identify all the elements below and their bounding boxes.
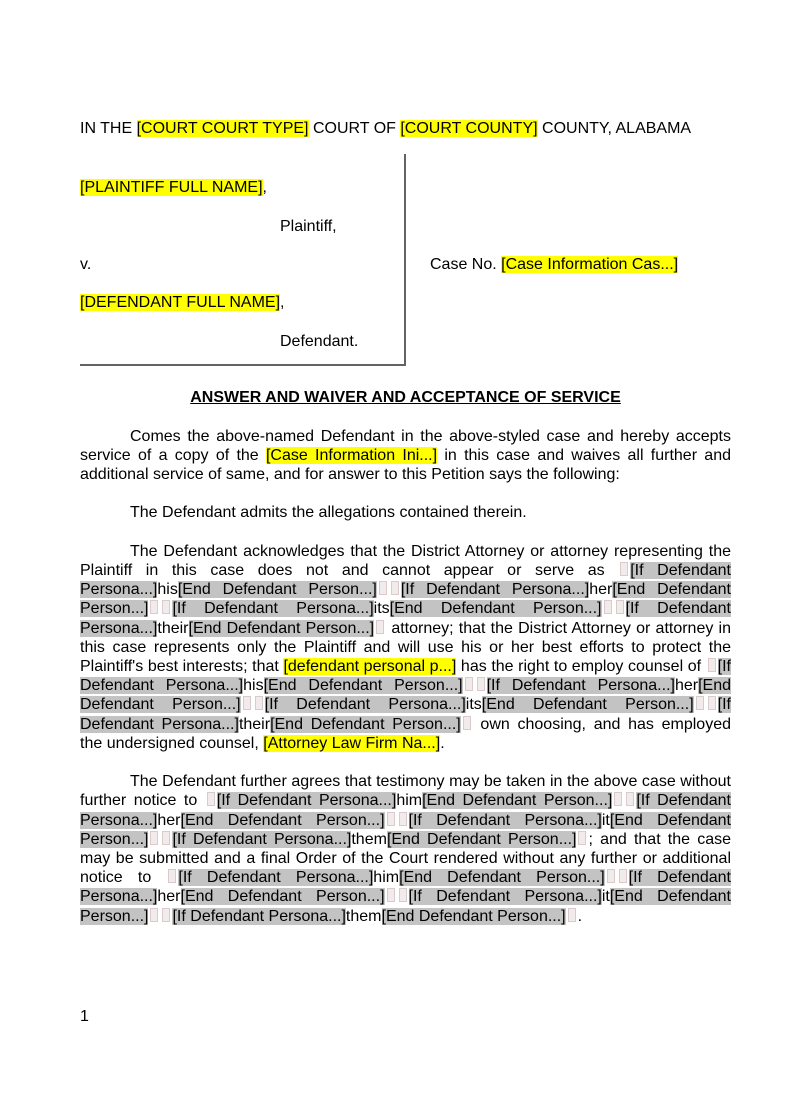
merge-field-yellow: [COURT COUNTY] xyxy=(400,120,538,137)
field-marker-box-icon xyxy=(150,908,158,922)
field-marker-box-icon xyxy=(620,562,628,576)
conditional-field-gray: [If Defendant Persona...] xyxy=(486,677,675,695)
merge-field-yellow: [DEFENDANT FULL NAME] xyxy=(80,294,281,312)
text-run: its xyxy=(373,600,390,618)
text-run: The Defendant further agrees that testimony may be taken in the above case without further notice to xyxy=(80,773,731,810)
merge-field-yellow: [Attorney Law Firm Na...] xyxy=(263,734,441,752)
conditional-field-gray: [If Defendant Persona...] xyxy=(80,561,731,599)
field-marker-box-icon xyxy=(568,908,576,922)
field-marker-box-icon xyxy=(607,869,615,883)
field-marker-box-icon xyxy=(696,696,704,710)
text-run: her xyxy=(157,888,181,906)
field-marker-box-icon xyxy=(619,869,627,883)
text-run: Comes the above-named Defendant in the above-styled case and hereby accepts service of a copy of the xyxy=(80,427,731,464)
conditional-field-gray: [If Defendant Persona...] xyxy=(172,830,352,848)
field-marker-box-icon xyxy=(379,581,387,595)
court-title-line xyxy=(80,119,731,138)
text-run: them xyxy=(351,830,387,848)
field-marker-box-icon xyxy=(162,831,170,845)
field-marker-box-icon xyxy=(387,888,395,902)
field-marker-box-icon xyxy=(708,658,716,672)
text-run: has the right to employ counsel of xyxy=(456,658,706,675)
text-run: The Defendant acknowledges that the District Attorney or attorney representing the Plaintiff in this case does not and cannot appear or serve as xyxy=(80,542,731,579)
text-run: The Defendant admits the allegations contained therein. xyxy=(130,504,527,522)
text-run: his xyxy=(157,581,178,599)
merge-field-yellow: [defendant personal p...] xyxy=(283,658,457,675)
page-number: 1 xyxy=(80,1008,89,1025)
conditional-field-gray: [End Defendant Person...] xyxy=(381,907,566,925)
conditional-field-gray: [End Defendant Person...] xyxy=(386,830,577,848)
field-marker-box-icon xyxy=(243,696,251,710)
text-run: it xyxy=(601,888,610,906)
merge-field-yellow: [COURT COURT TYPE] xyxy=(136,120,309,137)
conditional-field-gray: [If Defendant Persona...] xyxy=(408,888,602,906)
field-marker-box-icon xyxy=(465,677,473,691)
conditional-field-gray: [End Defendant Person...] xyxy=(263,677,463,695)
conditional-field-gray: [End Defendant Person...] xyxy=(399,869,605,887)
conditional-field-gray: [End Defendant Person...] xyxy=(188,619,375,637)
conditional-field-gray: [If Defendant Persona...] xyxy=(264,696,466,714)
caption-party-box xyxy=(80,154,406,366)
conditional-field-gray: [If Defendant Persona...] xyxy=(172,907,346,925)
field-marker-box-icon xyxy=(578,831,586,845)
text-run: Case No. xyxy=(430,256,502,274)
field-marker-box-icon xyxy=(376,620,384,634)
document-page xyxy=(80,0,731,1100)
merge-field-yellow: [Case Information Ini...] xyxy=(265,446,438,464)
merge-field-yellow: [Case Information Cas...] xyxy=(501,256,679,274)
conditional-field-gray: [End Defendant Person...] xyxy=(270,715,461,733)
versus-label: v. xyxy=(80,255,92,273)
text-run: it xyxy=(601,811,610,829)
paragraph-admission xyxy=(80,503,731,522)
field-marker-box-icon xyxy=(207,792,215,806)
field-marker-box-icon xyxy=(150,600,158,614)
conditional-field-gray: [If Defendant Persona...] xyxy=(408,811,602,829)
conditional-field-gray: [End Defendant Person...] xyxy=(422,792,613,810)
field-marker-box-icon xyxy=(162,600,170,614)
field-marker-box-icon xyxy=(604,600,612,614)
conditional-field-gray: [End Defendant Person...] xyxy=(80,581,731,618)
conditional-field-gray: [If Defendant Persona...] xyxy=(400,581,590,599)
defendant-name-line xyxy=(80,293,404,312)
text-run: , xyxy=(262,179,267,197)
plaintiff-name-line xyxy=(80,178,404,197)
paragraph-attorney-acknowledgment xyxy=(80,542,731,753)
conditional-field-gray: [End Defendant Person...] xyxy=(481,696,694,714)
document-heading: ANSWER AND WAIVER AND ACCEPTANCE OF SERVICE xyxy=(190,389,621,407)
conditional-field-gray: [If Defendant Persona...] xyxy=(80,600,731,637)
field-marker-box-icon xyxy=(616,600,624,614)
conditional-field-gray: [If Defendant Persona...] xyxy=(80,869,732,906)
merge-field-yellow: [PLAINTIFF FULL NAME] xyxy=(80,179,263,197)
text-run: IN THE xyxy=(80,120,137,137)
field-marker-box-icon xyxy=(391,581,399,595)
text-run: his xyxy=(243,677,264,695)
text-run: COUNTY, ALABAMA xyxy=(537,120,692,137)
text-run: her xyxy=(589,581,613,599)
conditional-field-gray: [If Defendant Persona...] xyxy=(80,792,731,829)
conditional-field-gray: [End Defendant Person...] xyxy=(180,888,385,906)
paragraph-testimony-agreement xyxy=(80,772,731,926)
case-caption xyxy=(80,154,731,366)
field-marker-box-icon xyxy=(255,696,263,710)
text-run: their xyxy=(157,619,189,637)
conditional-field-gray: [If Defendant Persona...] xyxy=(172,600,374,618)
paragraph-service-acceptance xyxy=(80,427,731,485)
field-marker-box-icon xyxy=(399,888,407,902)
field-marker-box-icon xyxy=(150,831,158,845)
conditional-field-gray: [End Defendant Person...] xyxy=(177,581,377,599)
text-run: her xyxy=(674,677,699,695)
conditional-field-gray: [If Defendant Persona...] xyxy=(178,869,374,887)
text-run: in this case and waives all further and additional service of same, and for answer to this Petition says the following: xyxy=(80,446,731,483)
text-run: him xyxy=(396,792,423,810)
plaintiff-label: Plaintiff, xyxy=(280,217,337,235)
conditional-field-gray: [End Defendant Person...] xyxy=(80,811,732,848)
field-marker-box-icon xyxy=(614,792,622,806)
field-marker-box-icon xyxy=(477,677,485,691)
text-run: COURT OF xyxy=(308,120,401,137)
field-marker-box-icon xyxy=(399,812,407,826)
text-run: , xyxy=(280,294,285,312)
text-run: . xyxy=(577,907,583,925)
field-marker-box-icon xyxy=(162,908,170,922)
field-marker-box-icon xyxy=(708,696,716,710)
text-run: her xyxy=(157,811,181,829)
defendant-label: Defendant. xyxy=(280,332,359,350)
conditional-field-gray: [End Defendant Person...] xyxy=(80,677,732,714)
conditional-field-gray: [If Defendant Persona...] xyxy=(80,658,731,695)
text-run: ; and that the case may be submitted and a final Order of the Court rendered without any further or additional notice to xyxy=(80,830,731,887)
text-run: attorney; that the District Attorney or attorney in this case represents only the Plaintiff and will use his or her best efforts to protect the Plaintiff's best interests; that xyxy=(80,619,732,675)
text-run: . xyxy=(440,734,445,752)
text-run: their xyxy=(238,715,271,733)
text-run: him xyxy=(373,869,400,887)
conditional-field-gray: [End Defendant Person...] xyxy=(180,811,385,829)
conditional-field-gray: [If Defendant Persona...] xyxy=(80,696,731,733)
field-marker-box-icon xyxy=(168,869,176,883)
conditional-field-gray: [If Defendant Persona...] xyxy=(216,792,397,810)
field-marker-box-icon xyxy=(387,812,395,826)
field-marker-box-icon xyxy=(626,792,634,806)
conditional-field-gray: [End Defendant Person...] xyxy=(389,600,602,618)
text-run: them xyxy=(345,907,382,925)
text-run: its xyxy=(465,696,482,714)
conditional-field-gray: [End Defendant Person...] xyxy=(80,888,732,925)
text-run: own choosing, and has employed the undersigned counsel, xyxy=(80,715,732,752)
field-marker-box-icon xyxy=(463,716,471,730)
case-number-line xyxy=(430,255,678,274)
